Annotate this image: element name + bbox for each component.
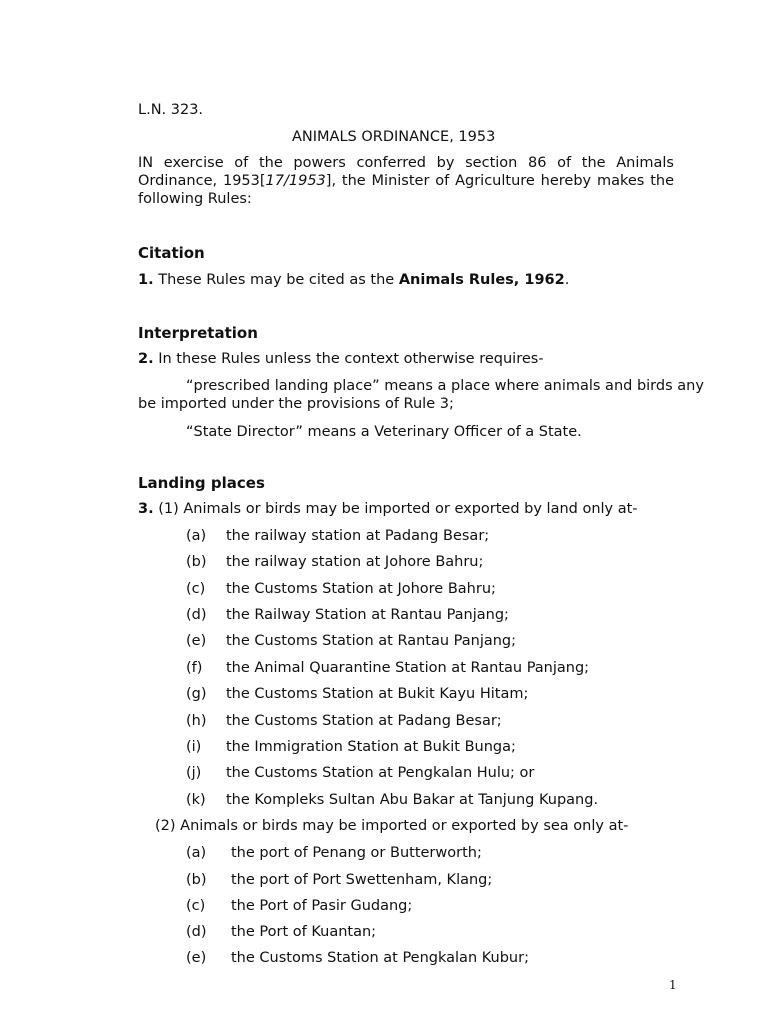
item-label: (e) [186,950,207,966]
item-label: (c) [186,581,206,597]
item-text: the Kompleks Sultan Abu Bakar at Tanjung Kupang. [226,792,599,808]
item-text: the Customs Station at Rantau Panjang; [226,633,517,649]
item-text: the port of Port Swettenham, Klang; [231,872,493,888]
preamble-paragraph [138,154,674,208]
item-text: the Immigration Station at Bukit Bunga; [226,739,516,755]
rule-1-text: These Rules may be cited as the [153,272,399,288]
item-label: (c) [186,898,206,914]
document-title: ANIMALS ORDINANCE, 1953 [292,129,496,145]
item-label: (a) [186,845,207,861]
item-text: the Railway Station at Rantau Panjang; [226,607,509,623]
item-text: the Customs Station at Padang Besar; [226,713,502,729]
item-text: the port of Penang or Butterworth; [231,845,482,861]
rule-2-line [138,350,544,368]
item-label: (f) [186,660,203,676]
item-text: the Customs Station at Pengkalan Kubur; [231,950,529,966]
item-label: (h) [186,713,207,729]
item-text: the Port of Kuantan; [231,924,377,940]
rule-3-subrule-1-text: (1) Animals or birds may be imported or exported by land only at- [153,501,638,517]
item-text: the Customs Station at Pengkalan Hulu; or [226,765,535,781]
item-label: (j) [186,765,202,781]
rule-1-line [138,271,569,289]
landing-places-heading: Landing places [138,474,265,492]
item-label: (i) [186,739,202,755]
item-label: (d) [186,924,207,940]
legal-notice-number: L.N. 323. [138,102,204,118]
rule-2-text: In these Rules unless the context otherwise requires- [153,351,544,367]
rules-short-title: Animals Rules, 1962 [398,272,565,288]
rule-3-line [138,500,638,518]
preamble-reference: 17/1953 [265,173,326,189]
item-text: the Customs Station at Bukit Kayu Hitam; [226,686,529,702]
preamble-text-2: ], the Minister of Agriculture hereby makes the following Rules: [138,173,674,207]
item-text: the railway station at Johore Bahru; [226,554,484,570]
item-label: (d) [186,607,207,623]
item-label: (e) [186,633,207,649]
item-label: (k) [186,792,206,808]
interpretation-heading: Interpretation [138,324,258,342]
rule-3-subrule-2-text: (2) Animals or birds may be imported or exported by sea only at- [155,818,629,834]
item-text: the Customs Station at Johore Bahru; [226,581,496,597]
item-label: (g) [186,686,207,702]
citation-heading: Citation [138,244,205,262]
preamble-text-1: IN exercise of the powers conferred by section 86 of the Animals Ordinance, 1953[ [138,155,674,189]
item-text: the Animal Quarantine Station at Rantau Panjang; [226,660,590,676]
item-text: the railway station at Padang Besar; [226,528,490,544]
definition-prescribed-landing-place-line-2: be imported under the provisions of Rule 3; [138,396,454,412]
definition-state-director: “State Director” means a Veterinary Officer of a State. [186,424,582,440]
item-label: (b) [186,872,207,888]
rule-1-number: 1. [138,272,154,288]
rule-1-end: . [564,272,570,288]
item-label: (a) [186,528,207,544]
rule-2-number: 2. [138,351,154,367]
item-text: the Port of Pasir Gudang; [231,898,413,914]
rule-3-number: 3. [138,501,154,517]
item-label: (b) [186,554,207,570]
page-number: 1 [669,978,677,992]
definition-prescribed-landing-place-line-1: “prescribed landing place” means a place where animals and birds any [186,378,704,394]
